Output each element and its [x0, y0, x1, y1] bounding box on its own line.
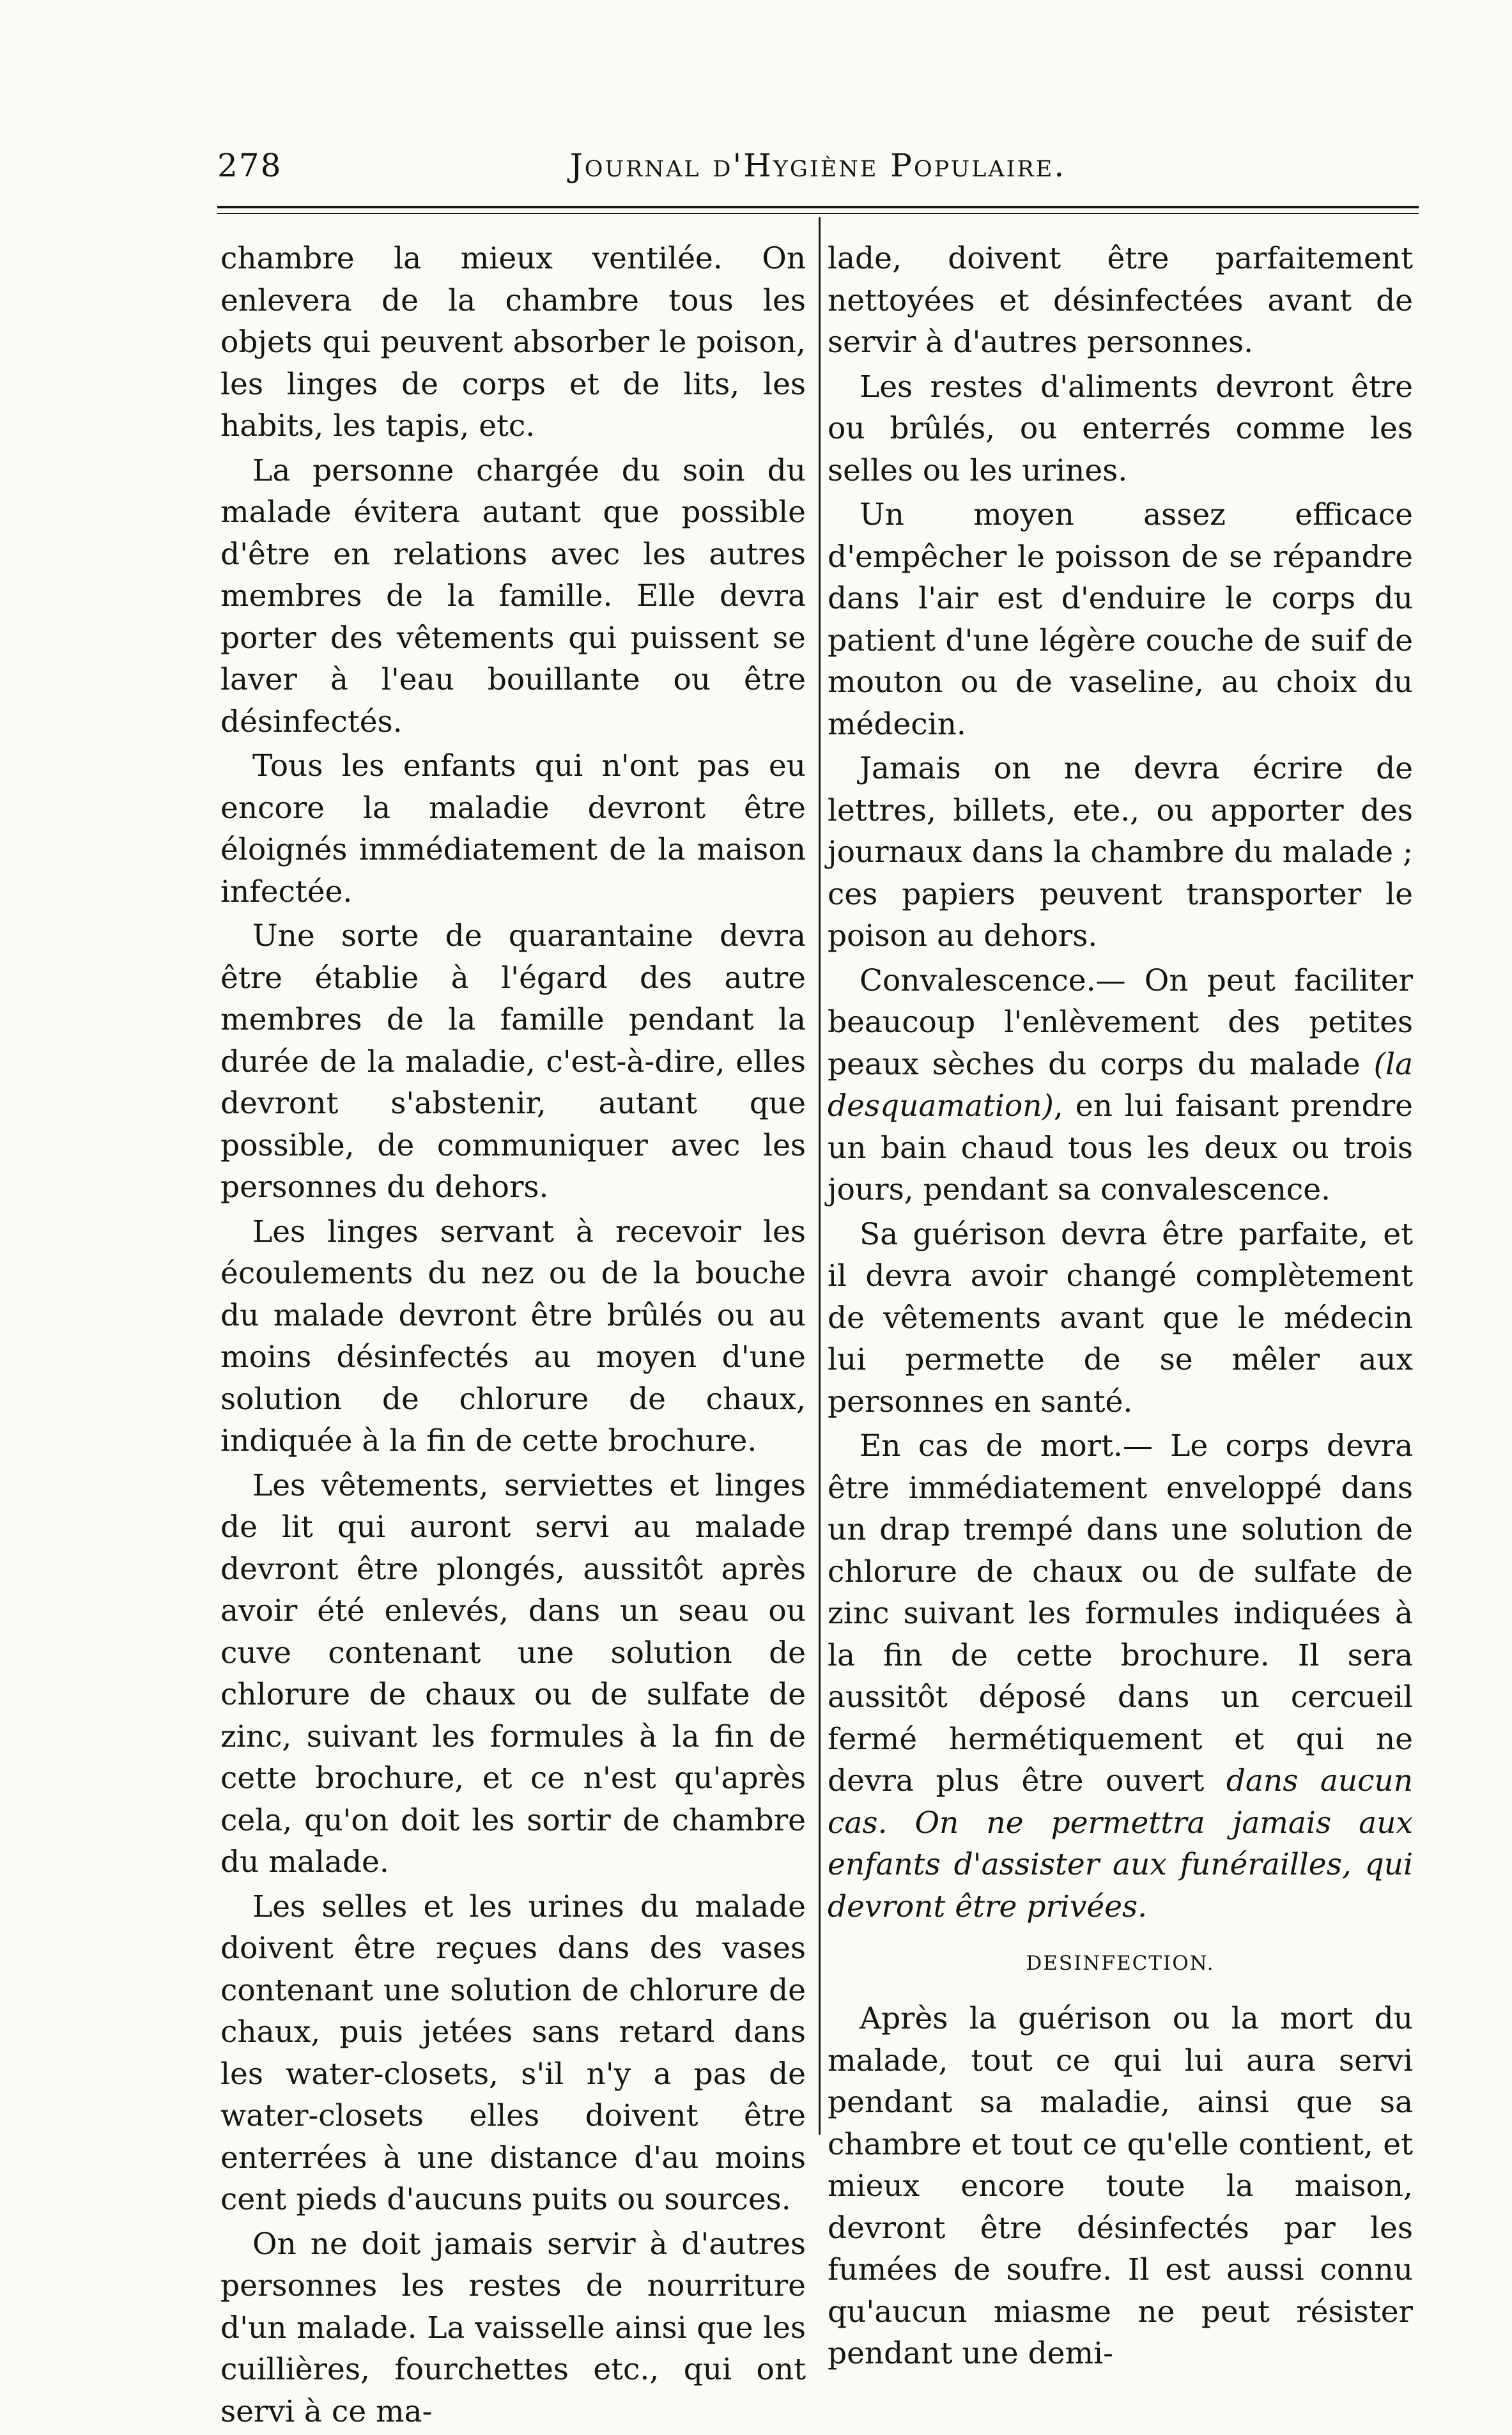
paragraph: Les linges servant à recevoir les écoulements du nez ou de la bouche du malade devront être brûlés ou au moins désinfectés au moyen d'une solution de chlorure de chaux, indiquée à la fin de cette brochure. [220, 1214, 806, 1458]
paragraph: Les vêtements, serviettes et linges de lit qui auront servi au malade devront être plongés, aussitôt après avoir été enlevés, dans un seau ou cuve contenant une solution de chlorure de chaux ou de sulfate de zinc, suivant les formules à la fin de cette brochure, et ce n'est qu'après cela, qu'on doit les sortir de chambre du malade. [220, 1467, 806, 1880]
paragraph: La personne chargée du soin du malade évitera autant que possible d'être en relations avec les autres membres de la famille. Elle devra porter des vêtements qui puissent se laver à l'eau bouillante ou être désinfectés. [220, 452, 806, 739]
paragraph: Après la guérison ou la mort du malade, tout ce qui lui aura servi pendant sa maladie, ainsi que sa chambre et tout ce qu'elle contient, et mieux encore toute la maison, devront être désinfectés par les fumées de soufre. Il est aussi connu qu'aucun miasme ne peut résister pendant une demi- [828, 2001, 1413, 2371]
paragraph: chambre la mieux ventilée. On enlevera de la chambre tous les objets qui peuvent absorber le poison, les linges de corps et de lits, les habits, les tapis, etc. [220, 241, 806, 444]
page-header [217, 147, 1419, 192]
paragraph: Jamais on ne devra écrire de lettres, billets, ete., ou apporter des journaux dans la chambre du malade ; ces papiers peuvent transporter le poison au dehors. [828, 751, 1413, 954]
paragraph: Une sorte de quarantaine devra être établie à l'égard des autre membres de la famille pendant la durée de la maladie, c'est-à-dire, elles devront s'abstenir, autant que possible, de communiquer avec les personnes du dehors. [220, 918, 806, 1205]
convalescence-paragraph [828, 960, 1413, 1211]
italic-term: (la desquamation) [828, 1046, 1413, 1124]
paragraph-text: En cas de mort.— Le corps devra être immédiatement enveloppé dans un drap trempé dans une solution de chlorure de chaux ou de sulfate de zinc suivant les formules indiquées à la fin de cette brochure. Il sera aussitôt déposé dans un cercueil fermé hermétiquement et qui ne devra plus être ouvert [828, 1428, 1413, 1798]
paragraph: Un moyen assez efficace d'empêcher le poisson de se répandre dans l'air est d'enduire le corps du patient d'une légère couche de suif de mouton ou de vaseline, au choix du médecin. [828, 497, 1413, 742]
header-rule-thin [217, 213, 1419, 214]
right-column [828, 238, 1413, 2377]
paragraph: Tous les enfants qui n'ont pas eu encore la maladie devront être éloignés immédiatement de la maison infectée. [220, 748, 806, 909]
left-column [220, 238, 806, 2435]
italic-phrase: On ne permettra jamais aux enfants d'assister aux funérailles, qui devront être privées. [828, 1805, 1413, 1924]
header-rule-thick [217, 206, 1419, 208]
page-number: 278 [217, 147, 282, 184]
paragraph: Sa guérison devra être parfaite, et il devra avoir changé complètement de vêtements avant que le médecin lui permette de se mêler aux personnes en santé. [828, 1216, 1413, 1419]
paragraph-text [887, 1805, 914, 1841]
paragraph: On ne doit jamais servir à d'autres personnes les restes de nourriture d'un malade. La vaisselle ainsi que les cuillières, fourchettes etc., qui ont servi à ce ma- [220, 2226, 806, 2429]
italic-phrase: dans aucun cas. [828, 1763, 1414, 1841]
section-heading: DESINFECTION. [1026, 1952, 1215, 1975]
paragraph: lade, doivent être parfaitement nettoyées et désinfectées avant de servir à d'autres personnes. [828, 241, 1413, 360]
running-title: Journal d'Hygiène Populaire. [569, 147, 1067, 184]
death-paragraph [828, 1425, 1413, 1928]
paragraph: Les restes d'aliments devront être ou brûlés, ou enterrés comme les selles ou les urines. [828, 369, 1413, 488]
column-divider [819, 217, 821, 2135]
paragraph-text: , en lui faisant prendre un bain chaud tous les deux ou trois jours, pendant sa convalescence. [828, 1088, 1413, 1207]
paragraph-text: Convalescence.— On peut faciliter beaucoup l'enlèvement des petites peaux sèches du corps du malade [828, 962, 1413, 1082]
paragraph: Les selles et les urines du malade doivent être reçues dans des vases contenant une solution de chlorure de chaux, puis jetées sans retard dans les water-closets, s'il n'y a pas de water-closets elles doivent être enterrées à une distance d'au moins cent pieds d'aucuns puits ou sources. [220, 1889, 806, 2217]
